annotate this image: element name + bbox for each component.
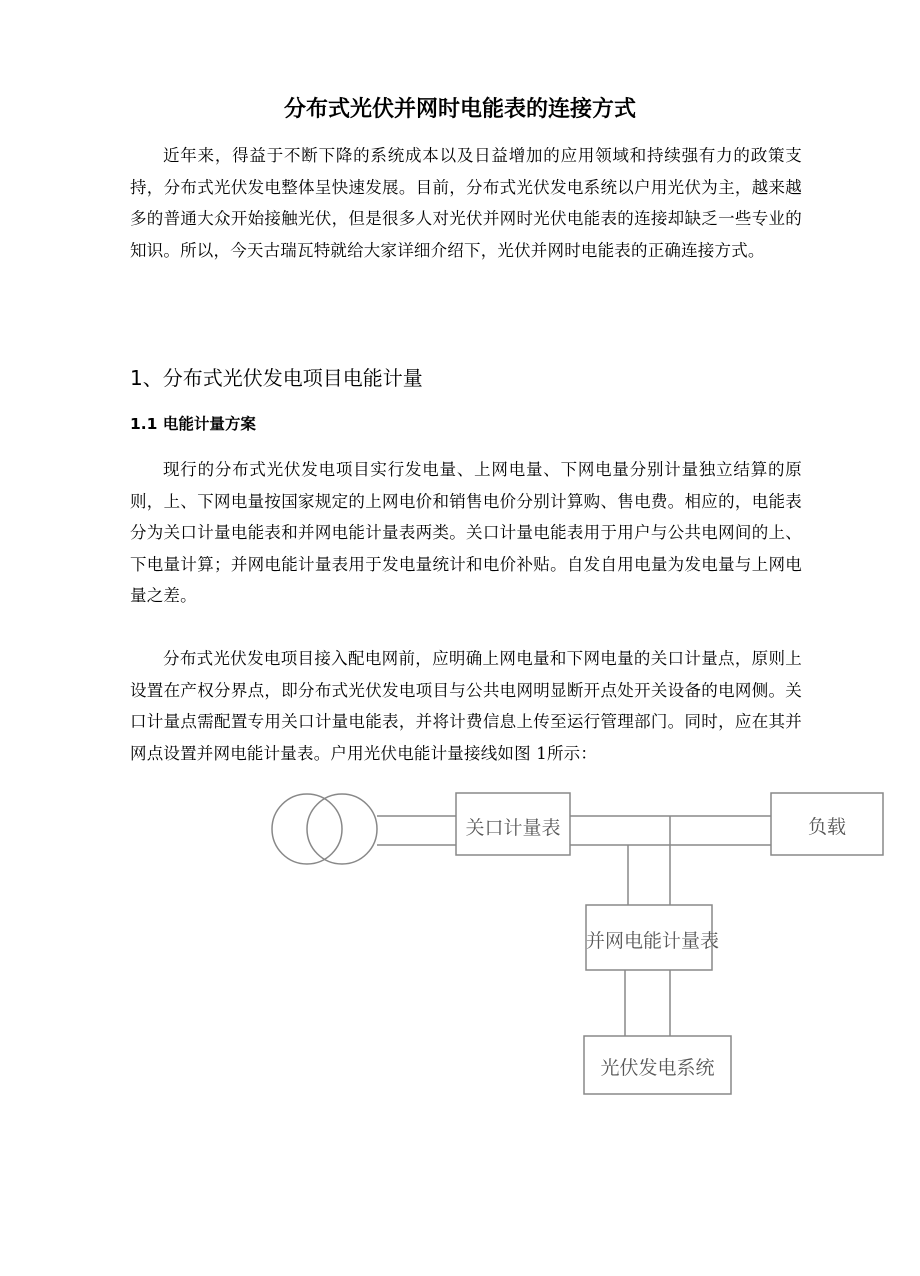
body-paragraph-2: 分布式光伏发电项目接入配电网前，应明确上网电量和下网电量的关口计量点，原则上设置在产权分界点，即分布式光伏发电项目与公共电网明显断开点处开关设备的电网侧。关口计量点需配置专用关口计量电能表，并将计费信息上传至运行管理部门。同时，应在其并网点设置并网电能计量表。户用光伏电能计量接线如图 1所示： (130, 649, 802, 763)
gateway-meter-label: 关口计量表 (465, 817, 561, 839)
subsection-heading: 1.1 电能计量方案 (130, 415, 256, 433)
load-label: 负载 (807, 816, 846, 838)
section-heading: 1、分布式光伏发电项目电能计量 (130, 366, 423, 390)
intro-paragraph: 近年来，得益于不断下降的系统成本以及日益增加的应用领域和持续强有力的政策支持，分布式光伏发电整体呈快速发展。目前，分布式光伏发电系统以户用光伏为主，越来越多的普通大众开始接触光伏，但是很多人对光伏并网时光伏电能表的连接却缺乏一些专业的知识。所以，今天古瑞瓦特就给大家详细介绍下，光伏并网时电能表的正确连接方式。 (130, 146, 802, 260)
document-title: 分布式光伏并网时电能表的连接方式 (283, 97, 636, 122)
metering-wiring-diagram (262, 784, 892, 1100)
pv-system-label: 光伏发电系统 (600, 1057, 715, 1079)
body-paragraph-1: 现行的分布式光伏发电项目实行发电量、上网电量、下网电量分别计量独立结算的原则，上、下网电量按国家规定的上网电价和销售电价分别计算购、售电费。相应的，电能表分为关口计量电能表和并网电能计量表两类。关口计量电能表用于用户与公共电网间的上、下电量计算；并网电能计量表用于发电量统计和电价补贴。自发自用电量为发电量与上网电量之差。 (130, 460, 802, 605)
grid-meter-label: 并网电能计量表 (586, 930, 720, 952)
